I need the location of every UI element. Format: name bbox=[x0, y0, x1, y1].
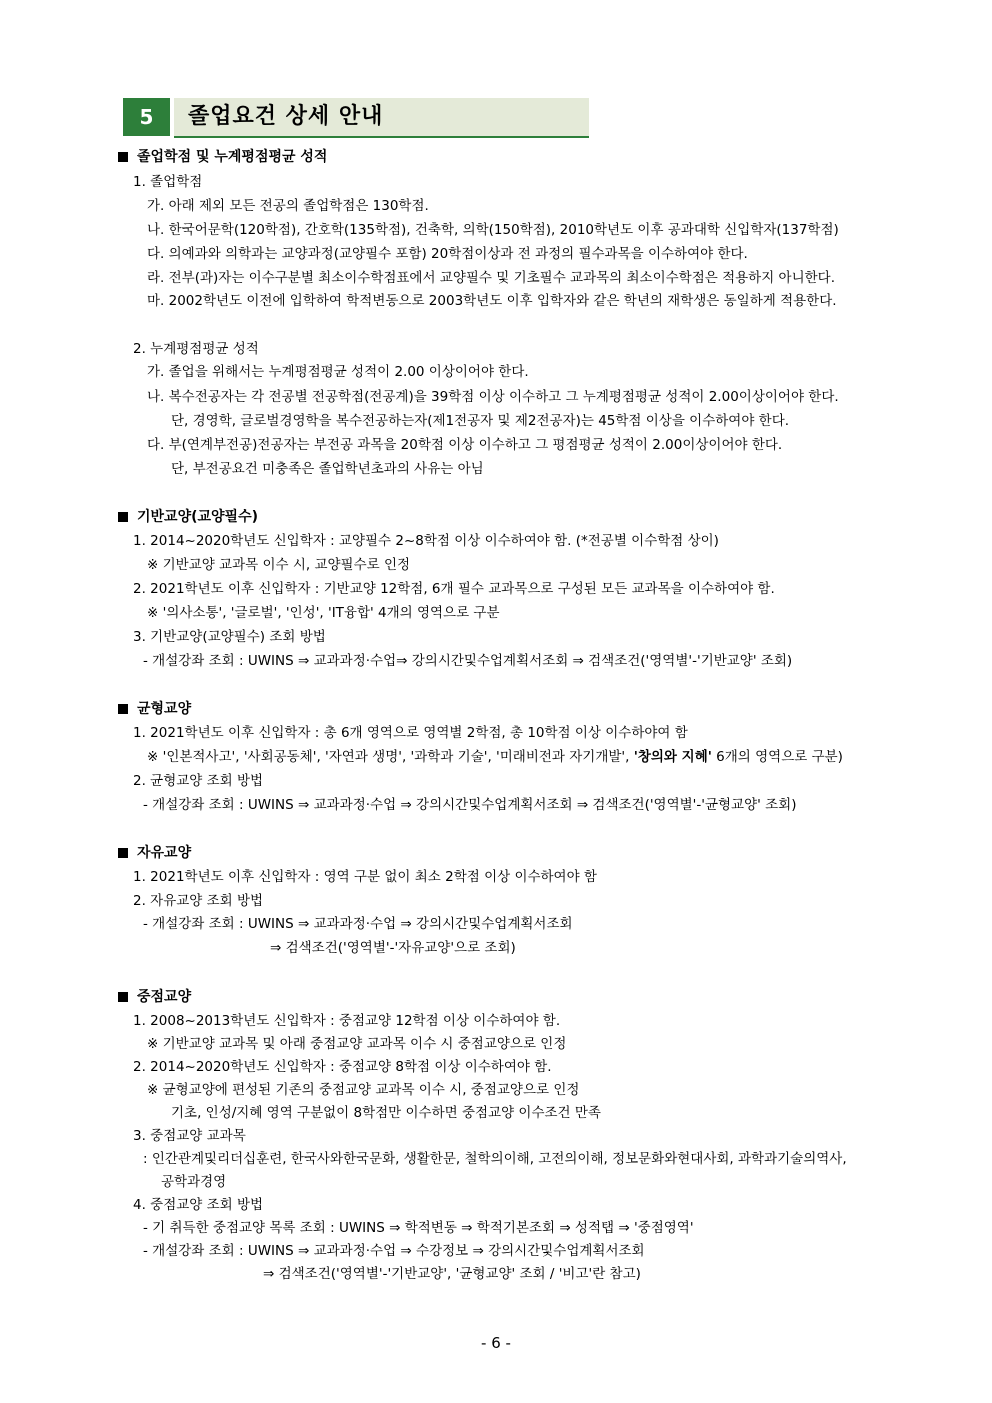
heading-free-liberal-arts bbox=[118, 842, 191, 864]
list-item: 라. 전부(과)자는 이수구분별 최소이수학점표에서 교양필수 및 기초필수 교과목의 최소이수학점은 적용하지 아니한다. bbox=[147, 270, 835, 286]
list-item: 3. 중점교양 교과목 bbox=[133, 1128, 246, 1144]
list-item: - 개설강좌 조회 : UWINS ⇒ 교과과정·수업 ⇒ 수강정보 ⇒ 강의시간및수업계획서조회 bbox=[143, 1243, 645, 1259]
header-underline bbox=[174, 136, 589, 138]
heading-core-liberal-arts bbox=[118, 986, 191, 1008]
heading-basic-liberal-arts bbox=[118, 506, 258, 528]
list-item: 다. 부(연계부전공)전공자는 부전공 과목을 20학점 이상 이수하고 그 평점평균 성적이 2.00이상이어야 한다. bbox=[147, 437, 783, 453]
list-item: : 인간관계및리더십훈련, 한국사와한국문화, 생활한문, 철학의이해, 고전의이해, 정보문화와현대사회, 과학과기술의역사, bbox=[143, 1151, 847, 1167]
list-item: 4. 중점교양 조회 방법 bbox=[133, 1197, 264, 1213]
list-item: 1. 2008~2013학년도 신입학자 : 중점교양 12학점 이상 이수하여야 함. bbox=[133, 1013, 561, 1029]
list-item: 2. 누계평점평균 성적 bbox=[133, 341, 259, 357]
list-item: 기초, 인성/지혜 영역 구분없이 8학점만 이수하면 중점교양 이수조건 만족 bbox=[171, 1105, 601, 1121]
list-item: 1. 졸업학점 bbox=[133, 174, 203, 190]
list-item: 단, 경영학, 글로벌경영학을 복수전공하는자(제1전공자 및 제2전공자)는 45학점 이상을 이수하여야 한다. bbox=[171, 413, 790, 429]
list-item: ※ '의사소통', '글로벌', '인성', 'IT융합' 4개의 영역으로 구분 bbox=[147, 605, 500, 621]
heading-balanced-liberal-arts bbox=[118, 698, 191, 720]
list-item: 1. 2014~2020학년도 신입학자 : 교양필수 2~8학점 이상 이수하여야 함. (*전공별 이수학점 상이) bbox=[133, 533, 719, 549]
list-item: 나. 한국어문학(120학점), 간호학(135학점), 건축학, 의학(150학점), 2010학년도 이후 공과대학 신입학자(137학점) bbox=[147, 222, 839, 238]
list-item: 가. 졸업을 위해서는 누계평점평균 성적이 2.00 이상이어야 한다. bbox=[147, 364, 529, 380]
list-item: 1. 2021학년도 이후 신입학자 : 총 6개 영역으로 영역별 2학점, 총 10학점 이상 이수하야여 함 bbox=[133, 725, 688, 741]
square-bullet-icon bbox=[118, 848, 128, 858]
section-header bbox=[123, 98, 589, 138]
list-item: - 개설강좌 조회 : UWINS ⇒ 교과과정·수업⇒ 강의시간및수업계획서조회 ⇒ 검색조건('영역별'-'기반교양' 조회) bbox=[143, 653, 793, 669]
heading-text: 기반교양(교양필수) bbox=[137, 509, 258, 525]
list-item: 가. 아래 제외 모든 전공의 졸업학점은 130학점. bbox=[147, 198, 429, 214]
list-item: ⇒ 검색조건('영역별'-'기반교양', '균형교양' 조회 / '비고'란 참고) bbox=[263, 1266, 641, 1282]
list-item: 2. 자유교양 조회 방법 bbox=[133, 893, 264, 909]
list-item: 공학과경영 bbox=[161, 1174, 227, 1190]
list-item-text: ※ '인본적사고', '사회공동체', '자연과 생명', '과학과 기술', '미래비전과 자기개발', bbox=[147, 749, 634, 765]
list-item: ※ 균형교양에 편성된 기존의 중점교양 교과목 이수 시, 중점교양으로 인정 bbox=[147, 1082, 580, 1098]
section-title: 졸업요건 상세 안내 bbox=[174, 98, 589, 136]
square-bullet-icon bbox=[118, 512, 128, 522]
list-item: ※ 기반교양 교과목 이수 시, 교양필수로 인정 bbox=[147, 557, 411, 573]
list-item-text: 6개의 영역으로 구분) bbox=[711, 749, 843, 765]
list-item: - 개설강좌 조회 : UWINS ⇒ 교과과정·수업 ⇒ 강의시간및수업계획서조회 bbox=[143, 916, 573, 932]
list-item: 나. 복수전공자는 각 전공별 전공학점(전공계)을 39학점 이상 이수하고 그 누계평점평균 성적이 2.00이상이어야 한다. bbox=[147, 389, 839, 405]
list-item: 2. 균형교양 조회 방법 bbox=[133, 773, 264, 789]
heading-text: 졸업학점 및 누계평점평균 성적 bbox=[137, 149, 328, 165]
page-number: - 6 - bbox=[481, 1334, 511, 1352]
list-item: 1. 2021학년도 이후 신입학자 : 영역 구분 없이 최소 2학점 이상 이수하여야 함 bbox=[133, 869, 597, 885]
heading-text: 중점교양 bbox=[137, 989, 192, 1005]
heading-graduation-credits bbox=[118, 146, 327, 168]
list-item: ※ 기반교양 교과목 및 아래 중점교양 교과목 이수 시 중점교양으로 인정 bbox=[147, 1036, 567, 1052]
list-item: 마. 2002학년도 이전에 입학하여 학적변동으로 2003학년도 이후 입학자와 같은 학년의 재학생은 동일하게 적용한다. bbox=[147, 293, 837, 309]
list-item-bold-text: '창의와 지혜' bbox=[633, 749, 712, 765]
square-bullet-icon bbox=[118, 992, 128, 1002]
list-item: - 개설강좌 조회 : UWINS ⇒ 교과과정·수업 ⇒ 강의시간및수업계획서조회 ⇒ 검색조건('영역별'-'균형교양' 조회) bbox=[143, 797, 797, 813]
list-item: 2. 2014~2020학년도 신입학자 : 중점교양 8학점 이상 이수하여야 함. bbox=[133, 1059, 552, 1075]
heading-text: 자유교양 bbox=[137, 845, 192, 861]
heading-text: 균형교양 bbox=[137, 701, 192, 717]
list-item: - 기 취득한 중점교양 목록 조회 : UWINS ⇒ 학적변동 ⇒ 학적기본조회 ⇒ 성적탭 ⇒ '중점영역' bbox=[143, 1220, 694, 1236]
list-item: ⇒ 검색조건('영역별'-'자유교양'으로 조회) bbox=[270, 940, 516, 956]
square-bullet-icon bbox=[118, 152, 128, 162]
section-number: 5 bbox=[123, 98, 170, 136]
list-item: 2. 2021학년도 이후 신입학자 : 기반교양 12학점, 6개 필수 교과목으로 구성된 모든 교과목을 이수하여야 함. bbox=[133, 581, 775, 597]
list-item bbox=[147, 746, 843, 768]
list-item: 3. 기반교양(교양필수) 조회 방법 bbox=[133, 629, 326, 645]
list-item: 단, 부전공요건 미충족은 졸업학년초과의 사유는 아님 bbox=[171, 461, 484, 477]
square-bullet-icon bbox=[118, 704, 128, 714]
list-item: 다. 의예과와 의학과는 교양과정(교양필수 포함) 20학점이상과 전 과정의 필수과목을 이수하여야 한다. bbox=[147, 246, 748, 262]
